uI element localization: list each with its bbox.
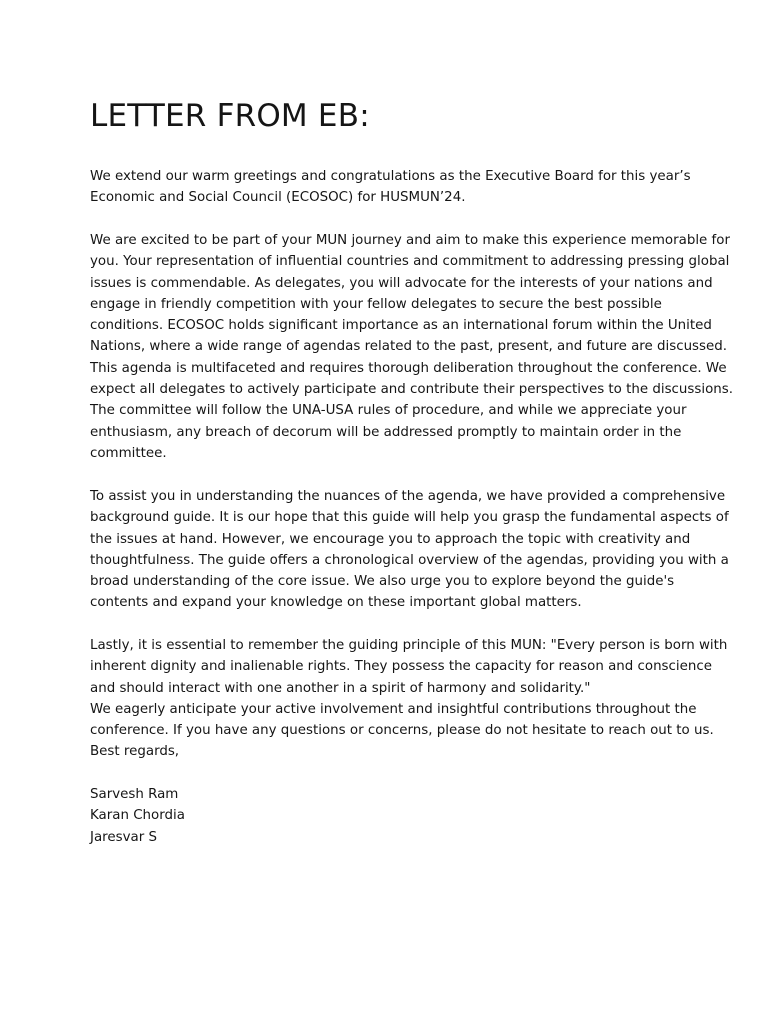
text-line: background guide. It is our hope that this guide will help you grasp the fundamental aspects of — [90, 510, 729, 526]
text-line: contents and expand your knowledge on these important global matters. — [90, 595, 582, 611]
paragraph-greeting — [90, 166, 691, 209]
paragraph-background-guide — [90, 486, 729, 614]
signatory-name: Jaresvar S — [90, 829, 157, 845]
letter-title: LETTER FROM EB: — [90, 98, 370, 134]
text-line: committee. — [90, 445, 167, 461]
text-line: Lastly, it is essential to remember the guiding principle of this MUN: "Every person is born with — [90, 638, 728, 653]
text-line: broad understanding of the core issue. We also urge you to explore beyond the guide's — [90, 574, 675, 590]
text-line: The committee will follow the UNA-USA rules of procedure, and while we appreciate your — [90, 403, 687, 419]
text-line: conditions. ECOSOC holds significant importance as an international forum within the United — [90, 318, 712, 334]
signatory-name: Sarvesh Ram — [90, 787, 179, 802]
text-line: We eagerly anticipate your active involvement and insightful contributions throughout the — [90, 701, 697, 717]
text-line: Best regards, — [90, 744, 180, 760]
text-line: engage in friendly competition with your fellow delegates to secure the best possible — [90, 296, 662, 312]
text-line: and should interact with one another in a spirit of harmony and solidarity." — [90, 680, 591, 696]
text-line: Economic and Social Council (ECOSOC) for HUSMUN’24. — [90, 190, 466, 206]
text-line: conference. If you have any questions or concerns, please do not hesitate to reach out to us. — [90, 723, 714, 739]
text-line: the issues at hand. However, we encourage you to approach the topic with creativity and — [90, 531, 691, 547]
text-line: Nations, where a wide range of agendas related to the past, present, and future are discussed. — [90, 339, 728, 355]
text-line: enthusiasm, any breach of decorum will be addressed promptly to maintain order in the — [90, 424, 682, 440]
signatory-name: Karan Chordia — [90, 808, 185, 824]
text-line: thoughtfulness. The guide offers a chronological overview of the agendas, providing you with a — [90, 552, 729, 568]
text-line: We are excited to be part of your MUN journey and aim to make this experience memorable for — [90, 233, 730, 248]
text-line: To assist you in understanding the nuances of the agenda, we have provided a comprehensive — [90, 489, 726, 504]
text-line: This agenda is multifaceted and requires thorough deliberation throughout the conference. We — [90, 360, 727, 376]
text-line: inherent dignity and inalienable rights. They possess the capacity for reason and conscience — [90, 659, 712, 675]
signatories — [90, 784, 185, 848]
text-line: you. Your representation of influential countries and commitment to addressing pressing global — [90, 254, 730, 270]
text-line: issues is commendable. As delegates, you will advocate for the interests of your nations and — [90, 275, 713, 291]
paragraph-introduction — [90, 230, 733, 464]
text-line: expect all delegates to actively participate and contribute their perspectives to the discussions. — [90, 382, 733, 398]
text-line: We extend our warm greetings and congratulations as the Executive Board for this year’s — [90, 169, 691, 184]
paragraph-closing — [90, 635, 727, 763]
